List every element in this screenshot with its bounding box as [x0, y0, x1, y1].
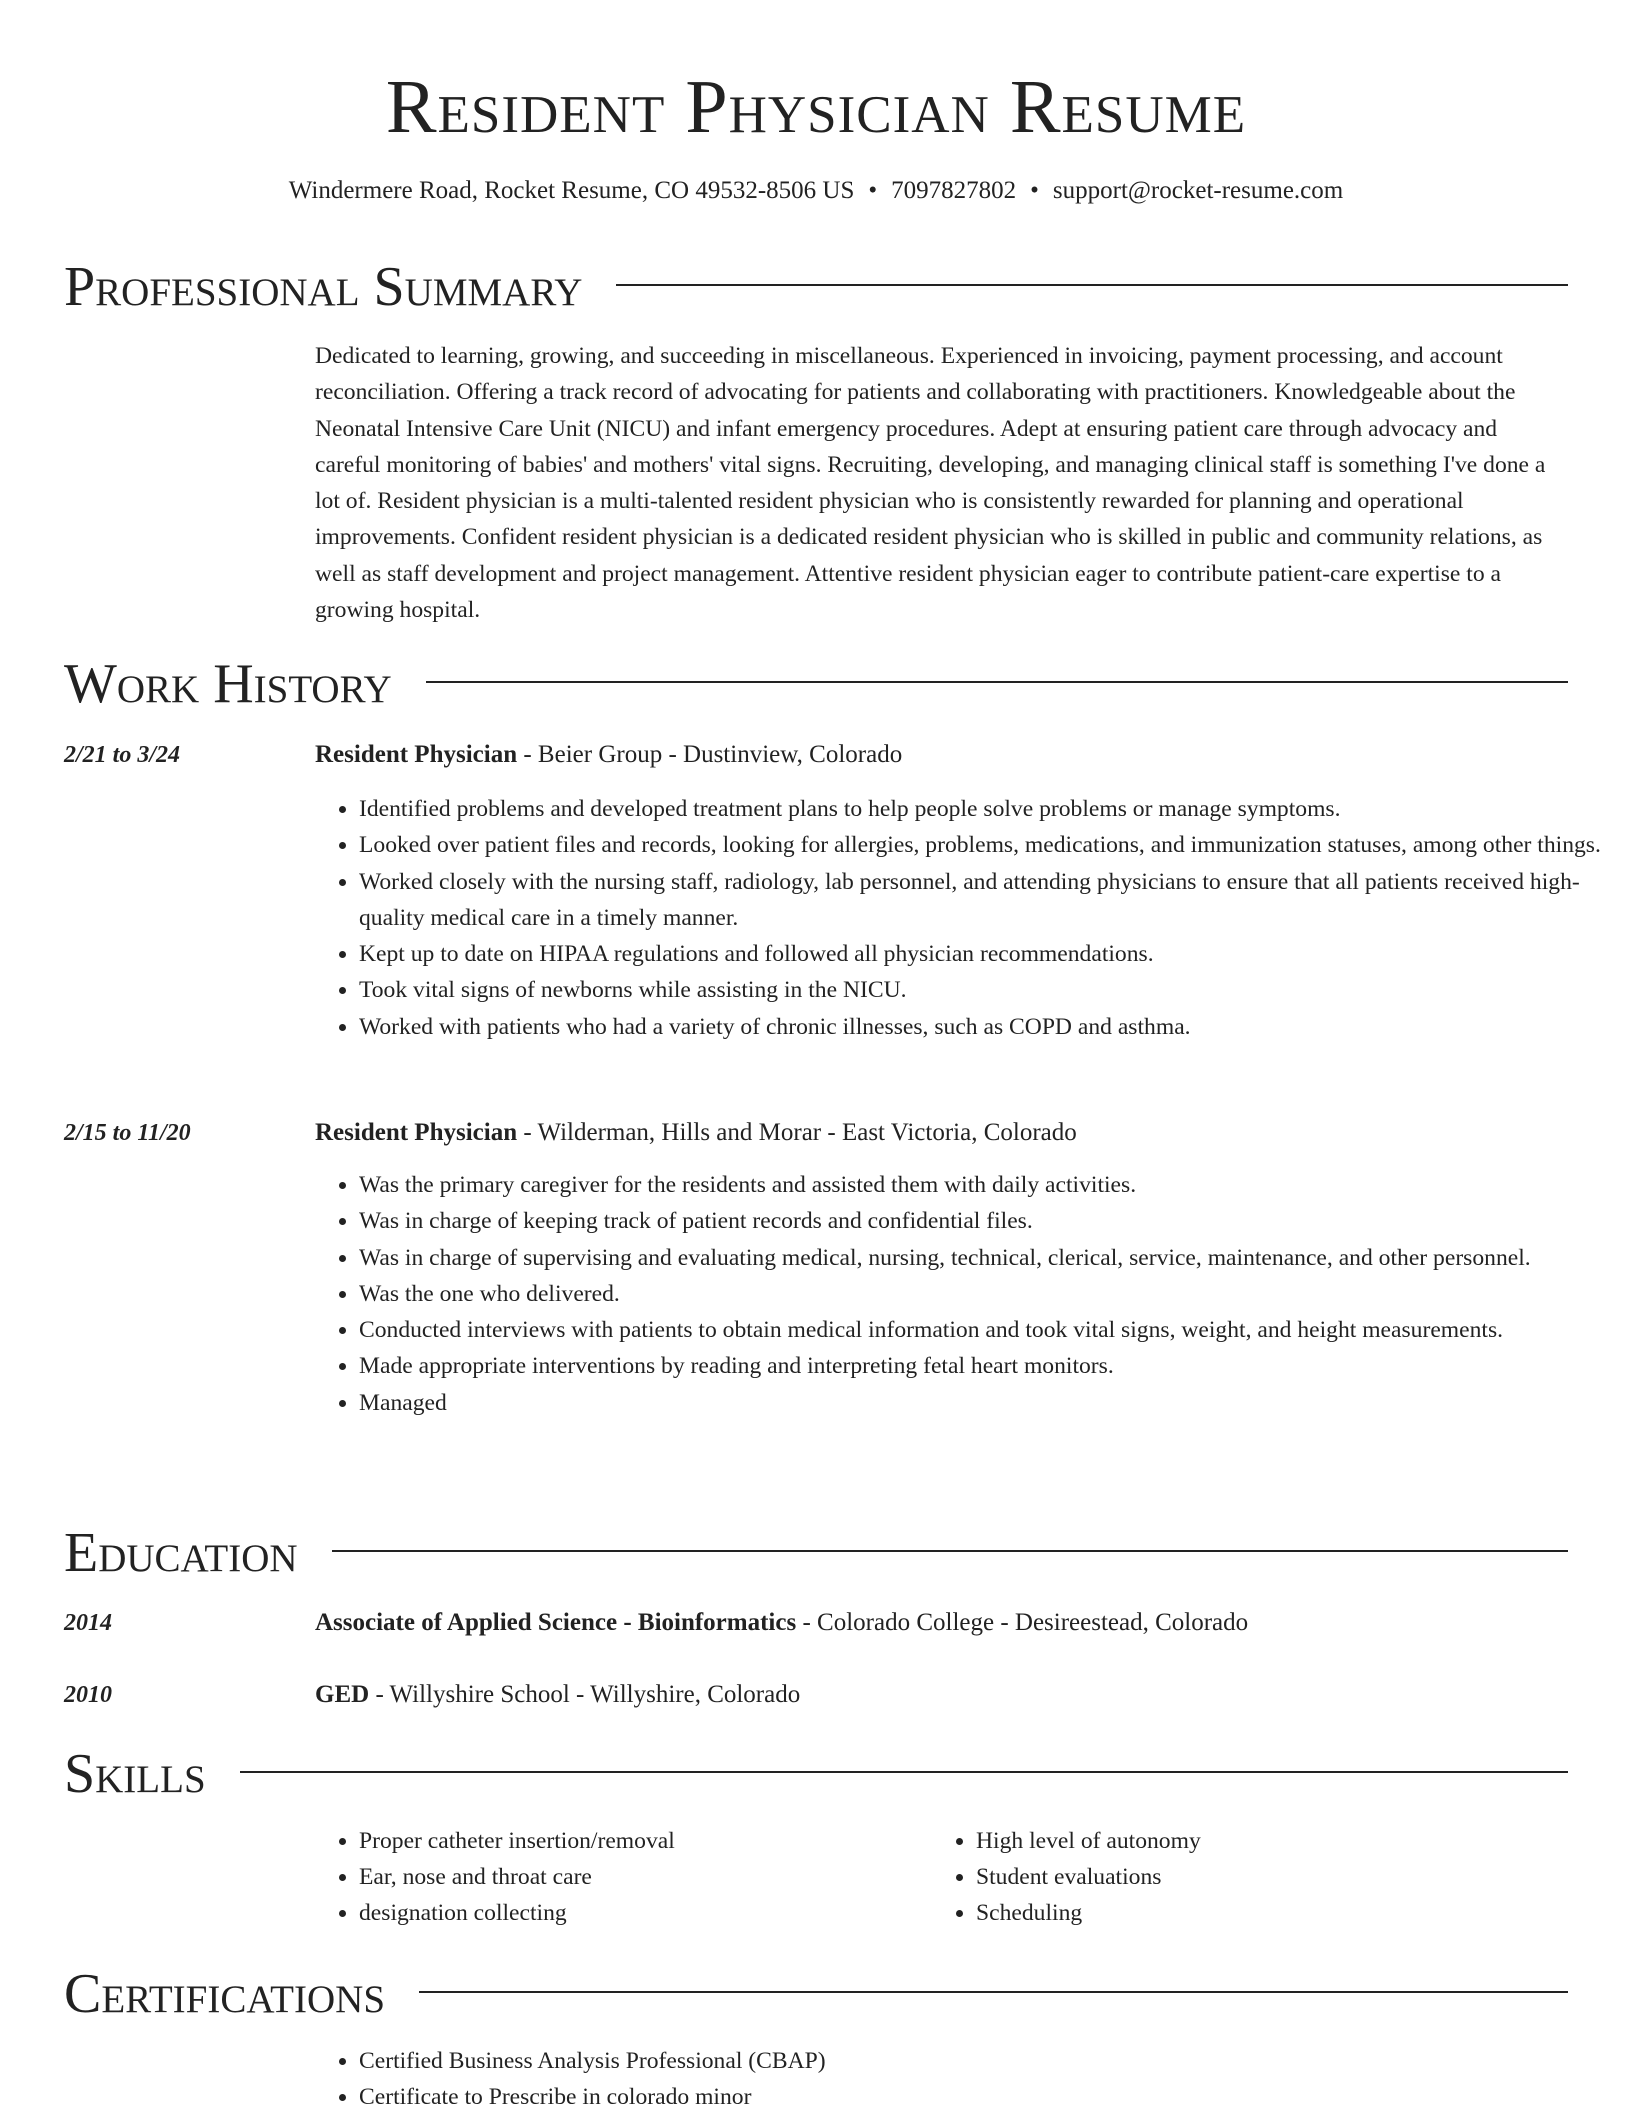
section-divider — [332, 1550, 1568, 1552]
contact-email: support@rocket-resume.com — [1052, 177, 1344, 204]
list-item: • Conducted interviews with patients to obtain medical information and took vital signs, weight, and height measurements. — [359, 1312, 1611, 1348]
contact-separator: • — [868, 177, 878, 204]
summary-text: Dedicated to learning, growing, and succeeding in miscellaneous. Experienced in invoicing, payment processing, and account reconciliation. Offering a track record of advocating for patients and collaborating with practitioners. Knowledgeable about the Neonatal Intensive Care Unit (NICU) and infant emergency procedures. Adept at ensuring patient care through advocacy and careful monitoring of babies' and mothers' vital signs. Recruiting, developing, and managing clinical staff is something I've done a lot of. Resident physician is a multi-talented resident physician who is consistently rewarded for planning and operational improvements. Confident resident physician is a dedicated resident physician who is skilled in public and community relations, as well as staff development and project management. Attentive resident physician eager to contribute patient-care expertise to a growing hospital. — [315, 343, 1546, 624]
job-dates: 2/21 to 3/24 — [64, 742, 181, 768]
list-item: • Made appropriate interventions by reading and interpreting fetal heart monitors. — [359, 1348, 1611, 1384]
section-divider — [419, 1991, 1568, 1993]
certification-item: • Certified Business Analysis Professional (CBAP) — [359, 2043, 1611, 2079]
list-item: • Worked closely with the nursing staff, radiology, lab personnel, and attending physicians to ensure that all patients received high-quality medical care in a timely manner. — [359, 864, 1611, 937]
skills-section-header — [64, 1741, 1568, 1807]
contact-address: Windermere Road, Rocket Resume, CO 49532-8506 US — [288, 177, 855, 204]
skill-item: • designation collecting — [359, 1895, 939, 1931]
education-degree: Associate of Applied Science - Bioinformatics — [315, 1609, 797, 1636]
resume-title: Resident Physician Resume — [385, 65, 1247, 149]
education-entry — [315, 1677, 1567, 1713]
certifications-heading: Certifications — [64, 1963, 386, 2025]
contact-line — [0, 174, 1632, 208]
list-item: • Was in charge of supervising and evaluating medical, nursing, technical, clerical, service, maintenance, and other personnel. — [359, 1240, 1611, 1276]
job-employer: - Beier Group - Dustinview, Colorado — [517, 741, 903, 768]
section-divider — [616, 284, 1568, 286]
job-dates: 2/15 to 11/20 — [64, 1120, 191, 1146]
skill-item: • Proper catheter insertion/removal — [359, 1823, 939, 1859]
skills-list-right — [932, 1823, 1576, 1931]
list-item: • Looked over patient files and records, looking for allergies, problems, medications, and immunization statuses, among other things. — [359, 827, 1611, 863]
certifications-section-header — [64, 1961, 1568, 2027]
job-title: Resident Physician — [315, 1119, 518, 1146]
education-school: - Willyshire School - Willyshire, Colorado — [369, 1681, 801, 1708]
list-item: • Was the primary caregiver for the residents and assisted them with daily activities. — [359, 1167, 1611, 1203]
contact-separator: • — [1030, 177, 1039, 204]
skill-item: • Student evaluations — [976, 1859, 1576, 1895]
education-year: 2014 — [64, 1610, 112, 1636]
section-divider — [240, 1771, 1568, 1773]
list-item: • Was the one who delivered. — [359, 1276, 1611, 1312]
job-bullets — [315, 791, 1611, 1045]
job-employer: - Wilderman, Hills and Morar - East Victoria, Colorado — [517, 1119, 1077, 1146]
list-item: • Took vital signs of newborns while assisting in the NICU. — [359, 972, 1611, 1008]
education-year: 2010 — [64, 1682, 112, 1708]
list-item: • Was in charge of keeping track of patient records and confidential files. — [359, 1203, 1611, 1239]
job-bullets — [315, 1167, 1611, 1421]
education-entry — [315, 1605, 1567, 1641]
skill-item: • High level of autonomy — [976, 1823, 1576, 1859]
section-divider — [426, 681, 1568, 683]
list-item: • Worked with patients who had a variety of chronic illnesses, such as COPD and asthma. — [359, 1009, 1611, 1045]
skill-item: • Ear, nose and throat care — [359, 1859, 939, 1895]
certification-item: • Certificate to Prescribe in colorado minor — [359, 2079, 1611, 2115]
job-title: Resident Physician — [315, 741, 518, 768]
work-heading: Work History — [64, 653, 392, 715]
job-heading — [315, 737, 1567, 773]
skills-heading: Skills — [64, 1743, 206, 1805]
education-heading: Education — [64, 1522, 298, 1584]
work-section-header — [64, 651, 1568, 717]
list-item: • Kept up to date on HIPAA regulations and followed all physician recommendations. — [359, 936, 1611, 972]
certifications-list — [315, 2043, 1611, 2115]
education-section-header — [64, 1520, 1568, 1586]
list-item: • Identified problems and developed treatment plans to help people solve problems or manage symptoms. — [359, 791, 1611, 827]
list-item: • Managed — [359, 1385, 1611, 1421]
education-degree: GED — [315, 1681, 370, 1708]
skills-list-left — [315, 1823, 939, 1931]
contact-phone: 7097827802 — [891, 177, 1017, 204]
education-school: - Colorado College - Desireestead, Colorado — [796, 1609, 1249, 1636]
job-heading — [315, 1115, 1567, 1151]
summary-section-header — [64, 254, 1568, 320]
summary-heading: Professional Summary — [64, 256, 583, 318]
skill-item: • Scheduling — [976, 1895, 1576, 1931]
